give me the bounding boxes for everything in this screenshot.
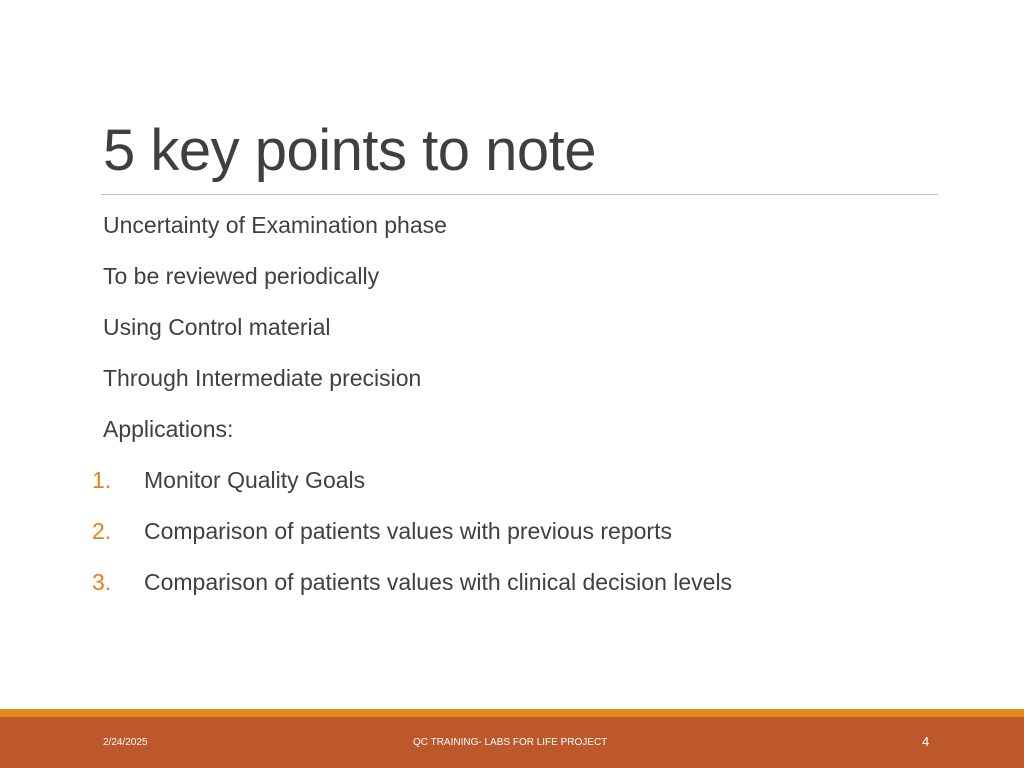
bullet-item: Using Control material (103, 314, 331, 340)
numbered-item (0, 463, 1024, 497)
bullet-item: Uncertainty of Examination phase (103, 212, 447, 238)
slide-title: 5 key points to note (103, 118, 596, 183)
item-text: Comparison of patients values with clinical decision levels (144, 569, 733, 595)
bullet-item: Applications: (103, 416, 234, 442)
item-text: Monitor Quality Goals (144, 467, 366, 493)
title-divider (101, 194, 938, 195)
footer-title: QC TRAINING- LABS FOR LIFE PROJECT (413, 737, 608, 748)
item-number: 2. (92, 518, 112, 544)
item-number: 3. (92, 569, 112, 595)
page-number: 4 (922, 734, 930, 749)
numbered-item (0, 514, 1024, 548)
footer-accent-bar (0, 709, 1024, 717)
numbered-item (0, 565, 1024, 599)
bullet-item: Through Intermediate precision (103, 365, 422, 391)
slide-footer (0, 717, 1024, 768)
bullet-item: To be reviewed periodically (103, 263, 380, 289)
item-text: Comparison of patients values with previous reports (144, 518, 672, 544)
footer-date: 2/24/2025 (103, 737, 148, 748)
item-number: 1. (92, 467, 112, 493)
